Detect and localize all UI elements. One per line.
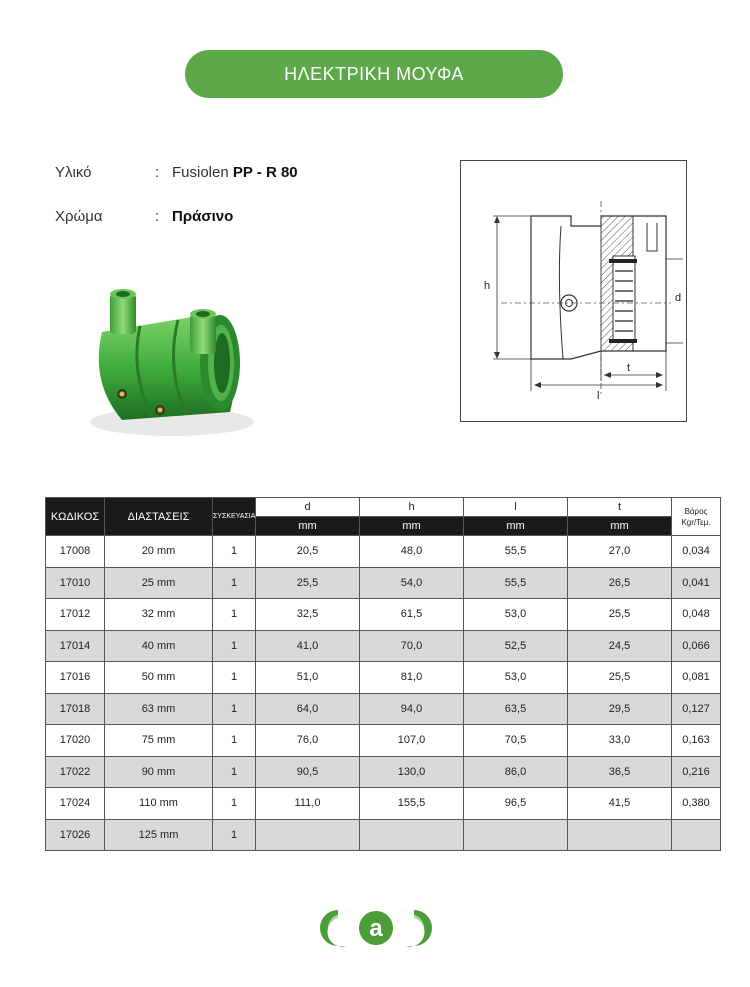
header-d: d: [256, 498, 360, 517]
dimensions-table: [45, 497, 721, 851]
cell-l: 53,0: [464, 599, 568, 631]
table-row: [46, 599, 721, 631]
cell-d: 32,5: [256, 599, 360, 631]
header-weight-line2: Kgr/Τεμ.: [681, 517, 711, 527]
dim-h-label: h: [484, 280, 491, 292]
cell-l: 55,5: [464, 567, 568, 599]
cell-d: [256, 819, 360, 851]
cell-code: 17018: [46, 693, 105, 725]
cell-w: 0,041: [672, 567, 721, 599]
spec-colon: :: [155, 208, 160, 225]
cell-code: 17016: [46, 662, 105, 694]
unit-l: mm: [464, 517, 568, 536]
cell-h: 94,0: [360, 693, 464, 725]
unit-d: mm: [256, 517, 360, 536]
cell-l: 55,5: [464, 536, 568, 568]
cell-pack: 1: [213, 693, 256, 725]
cell-l: 96,5: [464, 788, 568, 820]
spec-color-label: Χρώμα: [55, 208, 103, 225]
cell-code: 17012: [46, 599, 105, 631]
table-row: [46, 819, 721, 851]
cell-dim: 40 mm: [105, 630, 213, 662]
dim-t-label: t: [627, 362, 631, 374]
cell-code: 17014: [46, 630, 105, 662]
drawing-svg: [461, 161, 686, 421]
product-photo: [80, 262, 290, 467]
cell-dim: 63 mm: [105, 693, 213, 725]
cell-h: 155,5: [360, 788, 464, 820]
cell-d: 41,0: [256, 630, 360, 662]
cell-pack: 1: [213, 819, 256, 851]
cell-h: 130,0: [360, 756, 464, 788]
cell-d: 111,0: [256, 788, 360, 820]
cell-code: 17020: [46, 725, 105, 757]
cell-d: 20,5: [256, 536, 360, 568]
spec-color-value: [172, 208, 233, 225]
cell-d: 25,5: [256, 567, 360, 599]
table-row: [46, 662, 721, 694]
cell-l: 53,0: [464, 662, 568, 694]
table-row: [46, 725, 721, 757]
spec-colon: :: [155, 164, 160, 181]
cell-t: 25,5: [568, 599, 672, 631]
cell-w: 0,081: [672, 662, 721, 694]
cell-h: 81,0: [360, 662, 464, 694]
cell-d: 51,0: [256, 662, 360, 694]
cell-w: [672, 819, 721, 851]
cell-code: 17008: [46, 536, 105, 568]
cell-dim: 90 mm: [105, 756, 213, 788]
header-weight-line1: Βάρος: [684, 506, 708, 516]
unit-t: mm: [568, 517, 672, 536]
cell-t: 26,5: [568, 567, 672, 599]
color-name: Πράσινο: [172, 208, 234, 225]
cell-h: [360, 819, 464, 851]
cell-t: 29,5: [568, 693, 672, 725]
table-row: [46, 693, 721, 725]
cell-w: 0,034: [672, 536, 721, 568]
cell-dim: 125 mm: [105, 819, 213, 851]
cell-l: 52,5: [464, 630, 568, 662]
cell-w: 0,048: [672, 599, 721, 631]
cell-w: 0,216: [672, 756, 721, 788]
cell-pack: 1: [213, 662, 256, 694]
cell-code: 17026: [46, 819, 105, 851]
cell-t: [568, 819, 672, 851]
cell-dim: 75 mm: [105, 725, 213, 757]
cell-code: 17022: [46, 756, 105, 788]
table-row: [46, 536, 721, 568]
cell-w: 0,163: [672, 725, 721, 757]
cell-pack: 1: [213, 756, 256, 788]
dim-d-label: d: [675, 292, 682, 304]
header-packaging: ΣΥΣΚΕΥΑΣΙΑ: [213, 498, 256, 536]
spec-material-value: [172, 164, 298, 181]
table-row: [46, 788, 721, 820]
logo-letter: a: [369, 915, 383, 942]
cell-code: 17010: [46, 567, 105, 599]
cell-code: 17024: [46, 788, 105, 820]
technical-drawing: [460, 160, 687, 422]
header-t: t: [568, 498, 672, 517]
table-row: [46, 630, 721, 662]
header-h: h: [360, 498, 464, 517]
cell-pack: 1: [213, 567, 256, 599]
cell-dim: 25 mm: [105, 567, 213, 599]
cell-pack: 1: [213, 725, 256, 757]
cell-l: [464, 819, 568, 851]
cell-w: 0,066: [672, 630, 721, 662]
cell-h: 48,0: [360, 536, 464, 568]
cell-pack: 1: [213, 630, 256, 662]
cell-w: 0,127: [672, 693, 721, 725]
cell-t: 27,0: [568, 536, 672, 568]
cell-d: 64,0: [256, 693, 360, 725]
cell-dim: 50 mm: [105, 662, 213, 694]
cell-h: 61,5: [360, 599, 464, 631]
header-l: l: [464, 498, 568, 517]
cell-w: 0,380: [672, 788, 721, 820]
header-dimensions: ΔΙΑΣΤΑΣΕΙΣ: [105, 498, 213, 536]
cell-pack: 1: [213, 536, 256, 568]
cell-l: 70,5: [464, 725, 568, 757]
cell-dim: 32 mm: [105, 599, 213, 631]
cell-l: 86,0: [464, 756, 568, 788]
cell-h: 107,0: [360, 725, 464, 757]
table-row: [46, 756, 721, 788]
dim-l-label: l: [597, 390, 600, 402]
cell-pack: 1: [213, 599, 256, 631]
cell-t: 33,0: [568, 725, 672, 757]
unit-h: mm: [360, 517, 464, 536]
cell-t: 36,5: [568, 756, 672, 788]
cell-h: 70,0: [360, 630, 464, 662]
cell-t: 24,5: [568, 630, 672, 662]
material-name: Fusiolen: [172, 164, 233, 181]
cell-pack: 1: [213, 788, 256, 820]
cell-h: 54,0: [360, 567, 464, 599]
cell-l: 63,5: [464, 693, 568, 725]
cell-dim: 20 mm: [105, 536, 213, 568]
page-title: ΗΛΕΚΤΡΙΚΗ ΜΟΥΦΑ: [185, 50, 563, 98]
cell-d: 76,0: [256, 725, 360, 757]
table-row: [46, 567, 721, 599]
cell-d: 90,5: [256, 756, 360, 788]
header-code: ΚΩΔΙΚΟΣ: [46, 498, 105, 536]
cell-dim: 110 mm: [105, 788, 213, 820]
cell-t: 25,5: [568, 662, 672, 694]
material-grade: PP - R 80: [232, 164, 298, 181]
header-weight: [672, 498, 721, 536]
company-logo: [316, 906, 436, 950]
cell-t: 41,5: [568, 788, 672, 820]
spec-material-label: Υλικό: [55, 164, 92, 181]
